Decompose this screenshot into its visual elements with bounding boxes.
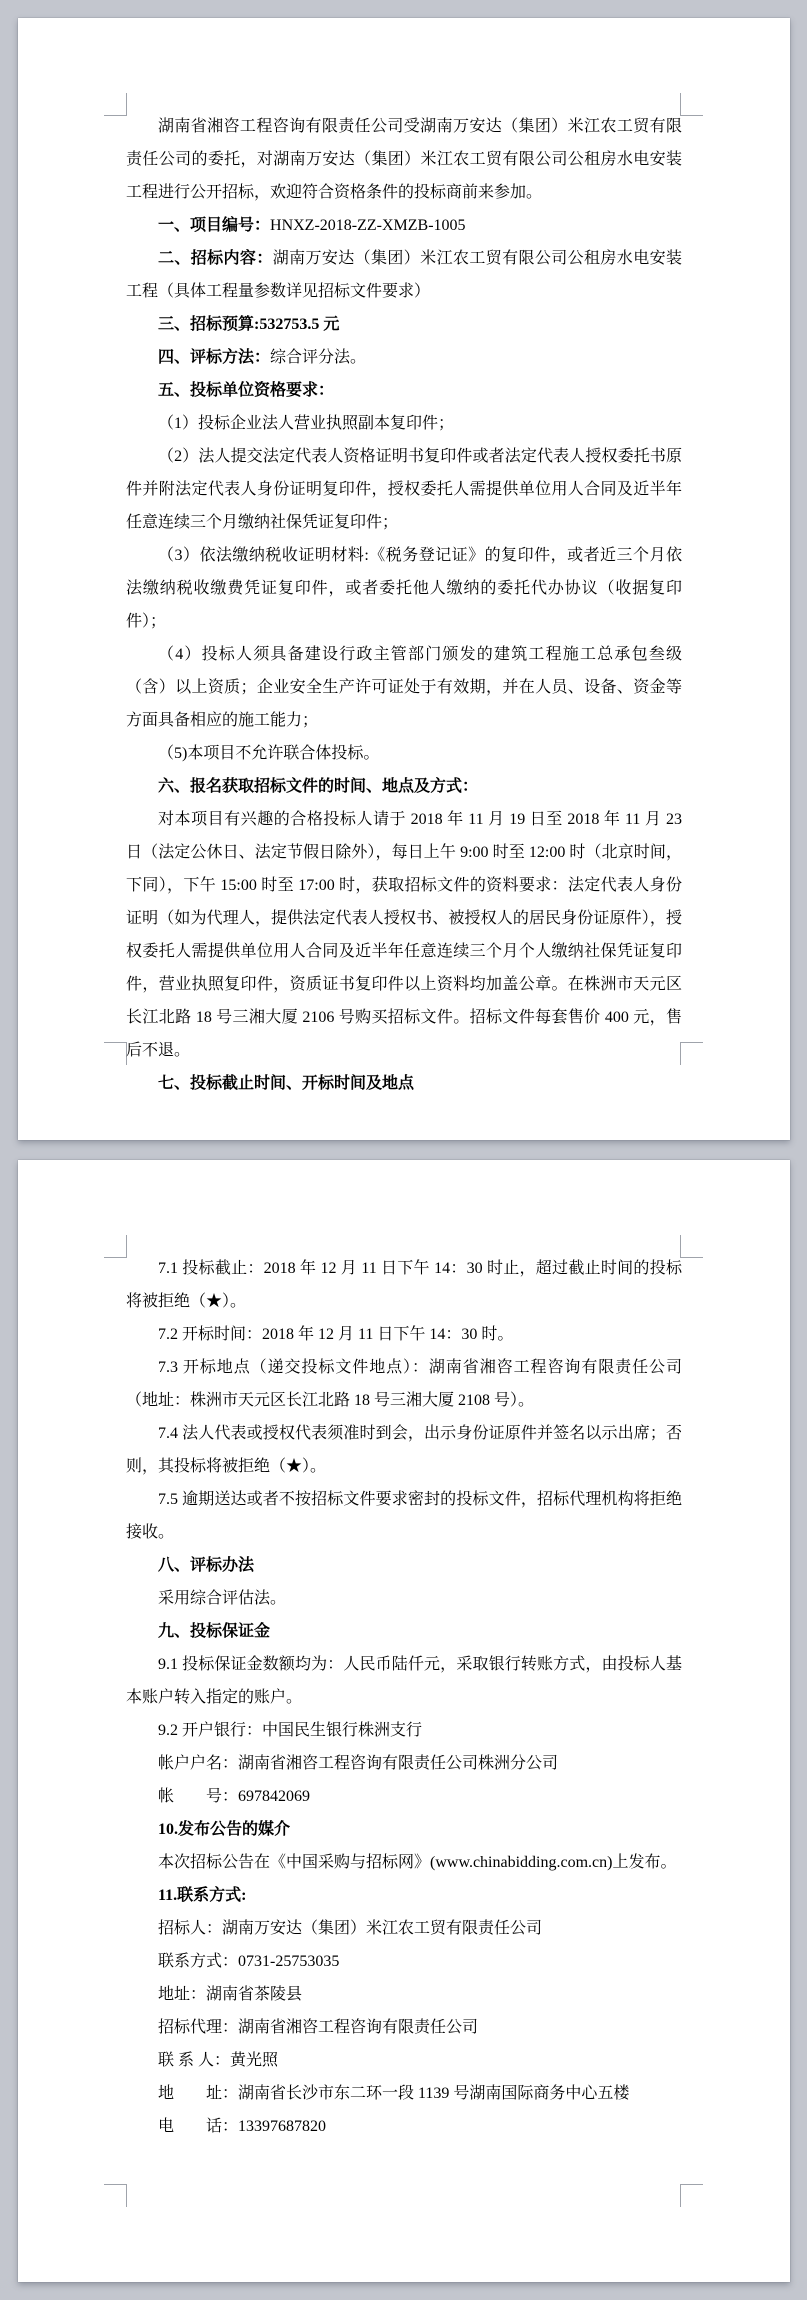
bold-text-run: 七、投标截止时间、开标时间及地点 xyxy=(158,1075,415,1092)
text-run: HNXZ-2018-ZZ-XMZB-1005 xyxy=(270,217,466,234)
text-run: 采用综合评估法。 xyxy=(158,1590,287,1607)
text-run: 9.1 投标保证金数额均为：人民币陆仟元，采取银行转账方式，由投标人基本账户转入指定的账户。 xyxy=(126,1656,682,1706)
crop-mark-top-left-icon xyxy=(104,1235,127,1258)
paragraph xyxy=(126,1846,682,1879)
paragraph xyxy=(126,407,682,440)
text-run: 帐户户名：湖南省湘咨工程咨询有限责任公司株洲分公司 xyxy=(158,1755,559,1772)
text-run: 湖南万安达（集团）米江农工贸有限公司公租房水电安装工程（具体工程量参数详见招标文件要求） xyxy=(126,250,682,300)
paragraph xyxy=(126,1615,682,1648)
text-run: 联系方式：0731-25753035 xyxy=(158,1953,340,1970)
paragraph xyxy=(126,2044,682,2077)
crop-mark-bottom-right-icon xyxy=(680,2184,703,2207)
paragraph xyxy=(126,2077,682,2110)
paragraph xyxy=(126,440,682,539)
bold-text-run: 11.联系方式: xyxy=(158,1887,247,1904)
paragraph xyxy=(126,1549,682,1582)
paragraph xyxy=(126,242,682,308)
text-run: 湖南省湘咨工程咨询有限责任公司受湖南万安达（集团）米江农工贸有限责任公司的委托，对湖南万安达（集团）米江农工贸有限公司公租房水电安装工程进行公开招标，欢迎符合资格条件的投标商前来参加。 xyxy=(126,118,682,201)
bold-text-run: 二、招标内容： xyxy=(158,250,273,267)
paragraph xyxy=(126,1483,682,1549)
text-run: 电 话：13397687820 xyxy=(158,2118,327,2135)
paragraph xyxy=(126,1879,682,1912)
text-run: 7.1 投标截止：2018 年 12 月 11 日下午 14：30 时止，超过截止时间的投标将被拒绝（★）。 xyxy=(126,1260,682,1310)
text-run: 7.2 开标时间：2018 年 12 月 11 日下午 14：30 时。 xyxy=(158,1326,514,1343)
paragraph xyxy=(126,1747,682,1780)
paragraph xyxy=(126,737,682,770)
bold-text-run: 四、评标方法： xyxy=(158,349,271,366)
paragraph xyxy=(126,1417,682,1483)
text-run: 帐 号：697842069 xyxy=(158,1788,311,1805)
bold-text-run: 五、投标单位资格要求： xyxy=(158,382,335,399)
page-2 xyxy=(18,1160,790,2282)
paragraph xyxy=(126,1978,682,2011)
text-run: 9.2 开户银行：中国民生银行株洲支行 xyxy=(158,1722,423,1739)
text-run: 对本项目有兴趣的合格投标人请于 2018 年 11 月 19 日至 2018 年 11 月 23 日（法定公休日、法定节假日除外），每日上午 9:00 时至 12:00 时（北京时间，下同），下午 15:00 时至 17:00 时，获取招标文件的资料要求：法定代表人身份证明（如为代理人，提供法定代表人授权书、被授权人的居民身份证原件），授权委托人需提供单位用人合同及近半年任意连续三个月个人缴纳社保凭证复印件，营业执照复印件，资质证书复印件以上资料均加盖公章。在株洲市天元区长江北路 18 号三湘大厦 2106 号购买招标文件。招标文件每套售价 400 元，售后不退。 xyxy=(126,811,682,1059)
text-run: 联 系 人：黄光照 xyxy=(158,2052,279,2069)
paragraph xyxy=(126,209,682,242)
page-1 xyxy=(18,18,790,1140)
text-run: 7.3 开标地点（递交投标文件地点）：湖南省湘咨工程咨询有限责任公司（地址：株洲市天元区长江北路 18 号三湘大厦 2108 号）。 xyxy=(126,1359,682,1409)
bold-text-run: 九、投标保证金 xyxy=(158,1623,271,1640)
crop-mark-bottom-left-icon xyxy=(104,2184,127,2207)
bold-text-run: 三、招标预算:532753.5 元 xyxy=(158,316,340,333)
paragraph xyxy=(126,539,682,638)
text-run: （5)本项目不允许联合体投标。 xyxy=(158,745,380,762)
bold-text-run: 一、项目编号： xyxy=(158,217,271,234)
text-run: （1）投标企业法人营业执照副本复印件； xyxy=(158,415,455,432)
crop-mark-top-left-icon xyxy=(104,93,127,116)
paragraph xyxy=(126,770,682,803)
text-run: 本次招标公告在《中国采购与招标网》(www.chinabidding.com.cn)上发布。 xyxy=(158,1854,677,1871)
paragraph xyxy=(126,2011,682,2044)
paragraph xyxy=(126,1945,682,1978)
paragraph xyxy=(126,1252,682,1318)
crop-mark-top-right-icon xyxy=(680,93,703,116)
text-run: 招标人：湖南万安达（集团）米江农工贸有限责任公司 xyxy=(158,1920,543,1937)
bold-text-run: 10.发布公告的媒介 xyxy=(158,1821,291,1838)
text-run: （2）法人提交法定代表人资格证明书复印件或者法定代表人授权委托书原件并附法定代表人身份证明复印件，授权委托人需提供单位用人合同及近半年任意连续三个月缴纳社保凭证复印件； xyxy=(126,448,682,531)
page-2-text-area xyxy=(126,1252,682,2143)
bold-text-run: 六、报名获取招标文件的时间、地点及方式： xyxy=(158,778,479,795)
paragraph xyxy=(126,1648,682,1714)
text-run: 地 址：湖南省长沙市东二环一段 1139 号湖南国际商务中心五楼 xyxy=(158,2085,630,2102)
paragraph xyxy=(126,374,682,407)
paragraph xyxy=(126,1067,682,1100)
paragraph xyxy=(126,341,682,374)
text-run: （4）投标人须具备建设行政主管部门颁发的建筑工程施工总承包叁级（含）以上资质；企业安全生产许可证处于有效期，并在人员、设备、资金等方面具备相应的施工能力； xyxy=(126,646,682,729)
paragraph xyxy=(126,638,682,737)
page-1-text-area xyxy=(126,110,682,1100)
text-run: 7.4 法人代表或授权代表须准时到会，出示身份证原件并签名以示出席；否则，其投标将被拒绝（★）。 xyxy=(126,1425,682,1475)
text-run: 招标代理：湖南省湘咨工程咨询有限责任公司 xyxy=(158,2019,479,2036)
paragraph xyxy=(126,1582,682,1615)
paragraph xyxy=(126,2110,682,2143)
paragraph xyxy=(126,1780,682,1813)
paragraph xyxy=(126,308,682,341)
text-run: 地址：湖南省茶陵县 xyxy=(158,1986,303,2003)
crop-mark-top-right-icon xyxy=(680,1235,703,1258)
paragraph xyxy=(126,1912,682,1945)
paragraph xyxy=(126,1351,682,1417)
text-run: 7.5 逾期送达或者不按招标文件要求密封的投标文件，招标代理机构将拒绝接收。 xyxy=(126,1491,682,1541)
paragraph xyxy=(126,1714,682,1747)
paragraph xyxy=(126,1318,682,1351)
crop-mark-bottom-right-icon xyxy=(680,1042,703,1065)
paragraph xyxy=(126,803,682,1067)
bold-text-run: 八、评标办法 xyxy=(158,1557,255,1574)
text-run: 综合评分法。 xyxy=(270,349,367,366)
crop-mark-bottom-left-icon xyxy=(104,1042,127,1065)
text-run: （3）依法缴纳税收证明材料:《税务登记证》的复印件，或者近三个月依法缴纳税收缴费凭证复印件，或者委托他人缴纳的委托代办协议（收据复印件）； xyxy=(126,547,682,630)
paragraph xyxy=(126,110,682,209)
paragraph xyxy=(126,1813,682,1846)
